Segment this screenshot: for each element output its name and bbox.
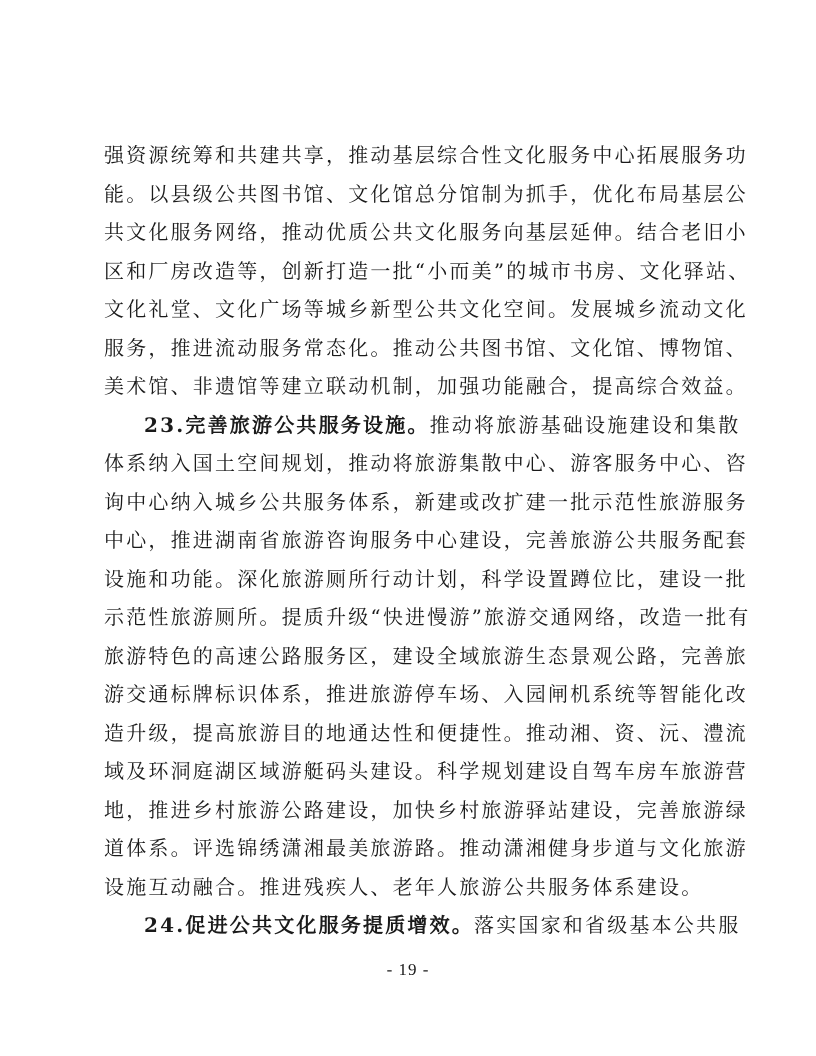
line-text: 能。以县级公共图书馆、文化馆总分馆制为抓手，优化布局基层公: [104, 181, 748, 206]
line-text: 美术馆、非遗馆等建立联动机制，加强功能融合，提高综合效益。: [104, 374, 748, 398]
line-text: 询中心纳入城乡公共服务体系，新建或改扩建一批示范性旅游服务: [104, 489, 748, 514]
text-line: [104, 791, 748, 830]
text-line: [104, 752, 748, 791]
text-line: [104, 868, 716, 907]
line-text: 推动将旅游基础设施建设和集散: [429, 412, 741, 437]
line-text: 地，推进乡村旅游公路建设，加快乡村旅游驿站建设，完善旅游绿: [104, 797, 748, 822]
text-line: [104, 175, 748, 214]
line-text: 游交通标牌标识体系，推进旅游停车场、入园闸机系统等智能化改: [104, 682, 748, 706]
text-line: [104, 675, 748, 714]
text-line: [104, 714, 748, 753]
line-text: 服务，推进流动服务常态化。推动公共图书馆、文化馆、博物馆、: [104, 335, 748, 360]
line-text: 示范性旅游厕所。提质升级“快进慢游”旅游交通网络，改造一批有: [104, 605, 751, 629]
text-line: [104, 637, 748, 676]
text-line: [104, 444, 748, 483]
line-text: 设施和功能。深化旅游厕所行动计划，科学设置蹲位比，建设一批: [104, 566, 748, 591]
line-text: 中心，推进湖南省旅游咨询服务中心建设，完善旅游公共服务配套: [104, 528, 748, 552]
line-text: 落实国家和省级基本公共服: [474, 913, 741, 937]
text-line: [104, 213, 748, 252]
body-text: [104, 136, 751, 945]
line-text: 区和厂房改造等，创新打造一批“小而美”的城市书房、文化驿站、: [104, 258, 751, 283]
line-text: 造升级，提高旅游目的地通达性和便捷性。推动湘、资、沅、澧流: [104, 720, 748, 745]
line-text: 强资源统筹和共建共享，推动基层综合性文化服务中心拓展服务功: [104, 143, 748, 167]
text-line: [104, 521, 748, 560]
line-text: 道体系。评选锦绣潇湘最美旅游路。推动潇湘健身步道与文化旅游: [104, 836, 748, 860]
line-text: 设施互动融合。推进残疾人、老年人旅游公共服务体系建设。: [104, 874, 704, 899]
text-line: [104, 290, 748, 329]
section-heading-line: [104, 906, 741, 945]
text-line: [104, 367, 748, 406]
page-number: - 19 -: [386, 960, 430, 979]
line-text: 文化礼堂、文化广场等城乡新型公共文化空间。发展城乡流动文化: [104, 297, 748, 321]
line-text: 体系纳入国土空间规划，推动将旅游集散中心、游客服务中心、咨: [104, 451, 748, 475]
text-line: [104, 329, 748, 368]
section-heading-24: 24.促进公共文化服务提质增效。: [144, 913, 474, 937]
text-line: [104, 252, 751, 291]
section-heading-23: 23.完善旅游公共服务设施。: [144, 412, 430, 437]
line-text: 旅游特色的高速公路服务区，建设全域旅游生态景观公路，完善旅: [104, 643, 748, 668]
line-text: 共文化服务网络，推动优质公共文化服务向基层延伸。结合老旧小: [104, 220, 748, 244]
text-line: [104, 136, 748, 175]
text-line: [104, 598, 751, 637]
section-heading-line: [104, 406, 741, 445]
text-line: [104, 483, 748, 522]
text-line: [104, 560, 748, 599]
text-line: [104, 829, 748, 868]
line-text: 域及环洞庭湖区域游艇码头建设。科学规划建设自驾车房车旅游营: [104, 759, 748, 783]
